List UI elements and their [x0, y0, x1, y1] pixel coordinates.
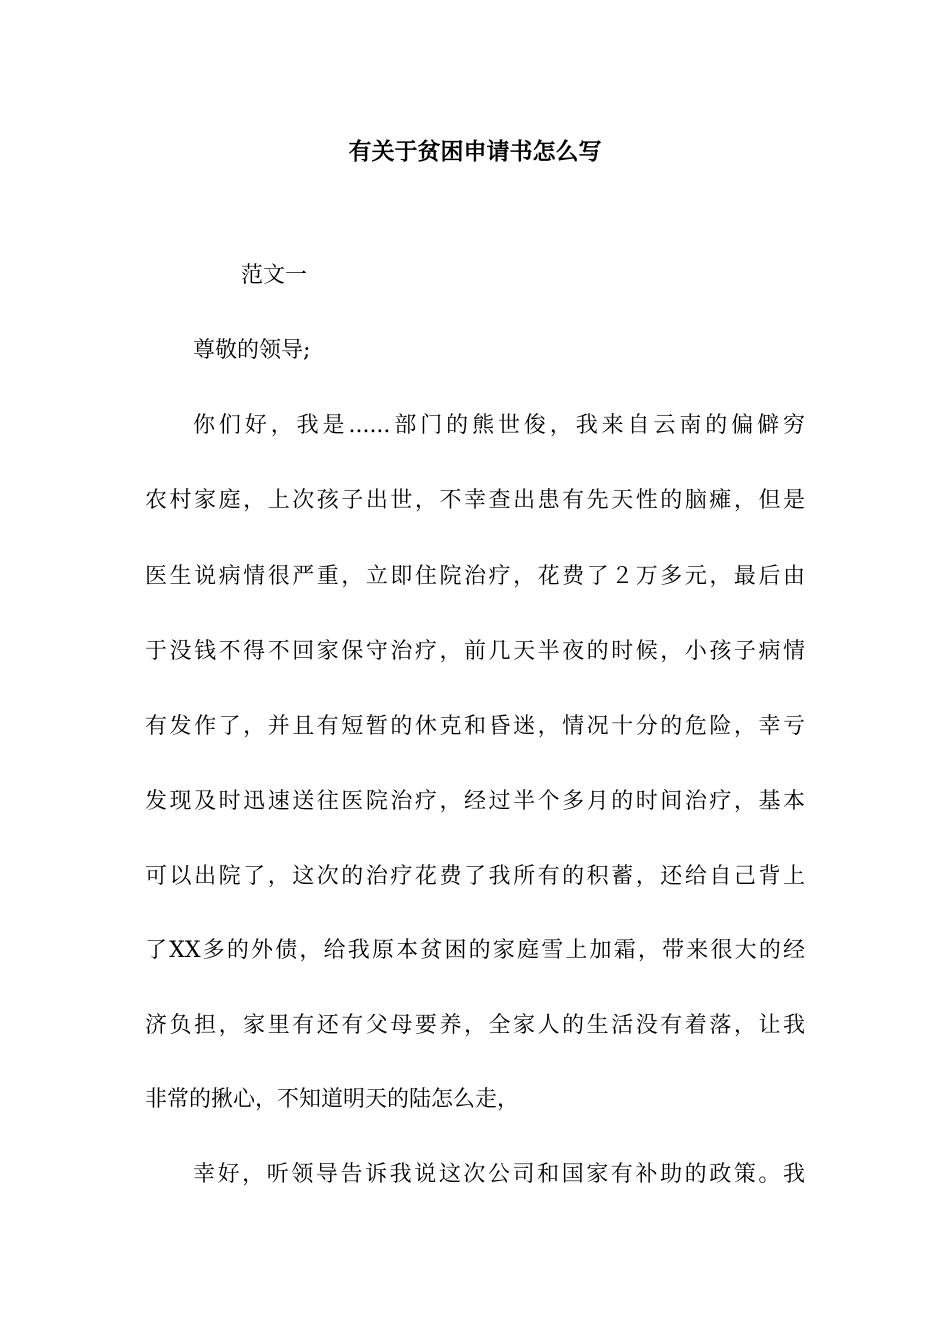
- paragraph-line: 农村家庭，上次孩子出世，不幸查出患有先天性的脑瘫，但是: [145, 488, 805, 513]
- paragraph-line: 医生说病情很严重，立即住院治疗，花费了２万多元，最后由: [145, 564, 805, 589]
- salutation: 尊敬的领导;: [193, 338, 311, 363]
- paragraph-line: 可以出院了，这次的治疗花费了我所有的积蓄，还给自己背上: [145, 864, 805, 889]
- paragraph-line: 于没钱不得不回家保守治疗，前几天半夜的时候，小孩子病情: [145, 639, 805, 664]
- paragraph-line: 幸好，听领导告诉我说这次公司和国家有补助的政策。我: [193, 1162, 805, 1187]
- paragraph-line: 发现及时迅速送往医院治疗，经过半个多月的时间治疗，基本: [145, 789, 805, 814]
- paragraph-line: 非常的揪心，不知道明天的陆怎么走，: [145, 1087, 520, 1112]
- paragraph-line: 有发作了，并且有短暂的休克和昏迷，情况十分的危险，幸亏: [145, 714, 805, 739]
- paragraph-line: 济负担，家里有还有父母要养，全家人的生活没有着落，让我: [145, 1013, 805, 1038]
- paragraph-line: 了XX多的外债，给我原本贫困的家庭雪上加霜，带来很大的经: [145, 938, 805, 963]
- section-label: 范文一: [241, 263, 308, 288]
- paragraph-line: 你们好，我是......部门的熊世俊，我来自云南的偏僻穷: [193, 413, 805, 438]
- document-title: 有关于贫困申请书怎么写: [348, 139, 602, 165]
